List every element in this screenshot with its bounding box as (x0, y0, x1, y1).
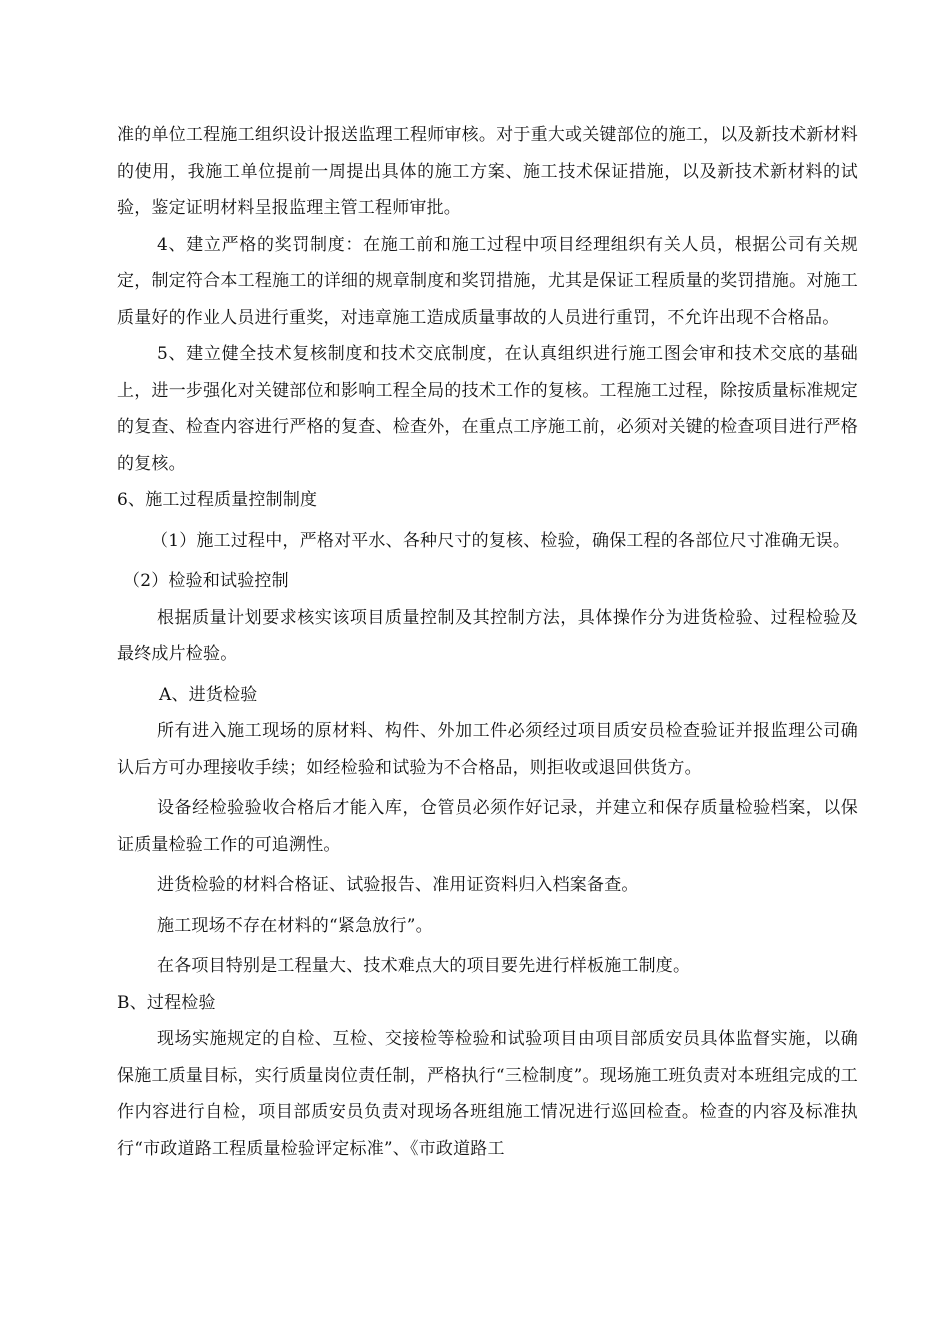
subheading-process-inspection: B、过程检验 (117, 992, 216, 1013)
paragraph-sample-construction: 在各项目特别是工程量大、技术难点大的项目要先进行样板施工制度。 (157, 956, 691, 976)
paragraph-1: 准的单位工程施工组织设计报送监理工程师审核。对于重大或关键部位的施工，以及新技术新材料的使用，我施工单位提前一周提出具体的施工方案、施工技术保证措施，以及新技术新材料的试验，鉴定证明材料呈报监理主管工程师审批。 (117, 125, 858, 218)
section-heading-process-quality-control: 6、施工过程质量控制制度 (117, 490, 318, 510)
document-body (117, 117, 858, 1167)
paragraph-no-emergency-release: 施工现场不存在材料的“紧急放行”。 (157, 915, 433, 936)
paragraph-on-site-inspection: 现场实施规定的自检、互检、交接检等检验和试验项目由项目部质安员具体监督实施，以确保施工质量目标，实行质量岗位责任制，严格执行“三检制度”。现场施工班负责对本班组完成的工作内容进行自检，项目部质安员负责对现场各班组施工情况进行巡回检查。检查的内容及标准执行“市政道路工程质量检验评定标准”、《市政道路工 (117, 1029, 858, 1159)
subheading-incoming-inspection: A、进货检验 (159, 684, 258, 705)
paragraph-incoming-materials: 所有进入施工现场的原材料、构件、外加工件必须经过项目质安员检查验证并报监理公司确认后方可办理接收手续；如经检验和试验为不合格品，则拒收或退回供货方。 (117, 721, 858, 778)
paragraph-quality-plan: 根据质量计划要求核实该项目质量控制及其控制方法，具体操作分为进货检验、过程检验及最终成片检验。 (117, 607, 858, 664)
paragraph-certificates-archive: 进货检验的材料合格证、试验报告、准用证资料归入档案备查。 (157, 875, 639, 895)
paragraph-item-1: （1）施工过程中，严格对平水、各种尺寸的复核、检验，确保工程的各部位尺寸准确无误。 (151, 530, 851, 551)
paragraph-technical-review-system: 5、建立健全技术复核制度和技术交底制度，在认真组织进行施工图会审和技术交底的基础上，进一步强化对关键部位和影响工程全局的技术工作的复核。工程施工过程，除按质量标准规定的复查、检查内容进行严格的复查、检查外，在重点工序施工前，必须对关键的检查项目进行严格的复核。 (117, 344, 858, 474)
subheading-inspection-testing-control: （2）检验和试验控制 (123, 571, 289, 591)
paragraph-equipment-acceptance: 设备经检验验收合格后才能入库，仓管员必须作好记录，并建立和保存质量检验档案，以保证质量检验工作的可追溯性。 (117, 798, 858, 855)
paragraph-reward-penalty-system: 4、建立严格的奖罚制度：在施工前和施工过程中项目经理组织有关人员，根据公司有关规定，制定符合本工程施工的详细的规章制度和奖罚措施，尤其是保证工程质量的奖罚措施。对施工质量好的作业人员进行重奖，对违章施工造成质量事故的人员进行重罚，不允许出现不合格品。 (117, 234, 858, 328)
